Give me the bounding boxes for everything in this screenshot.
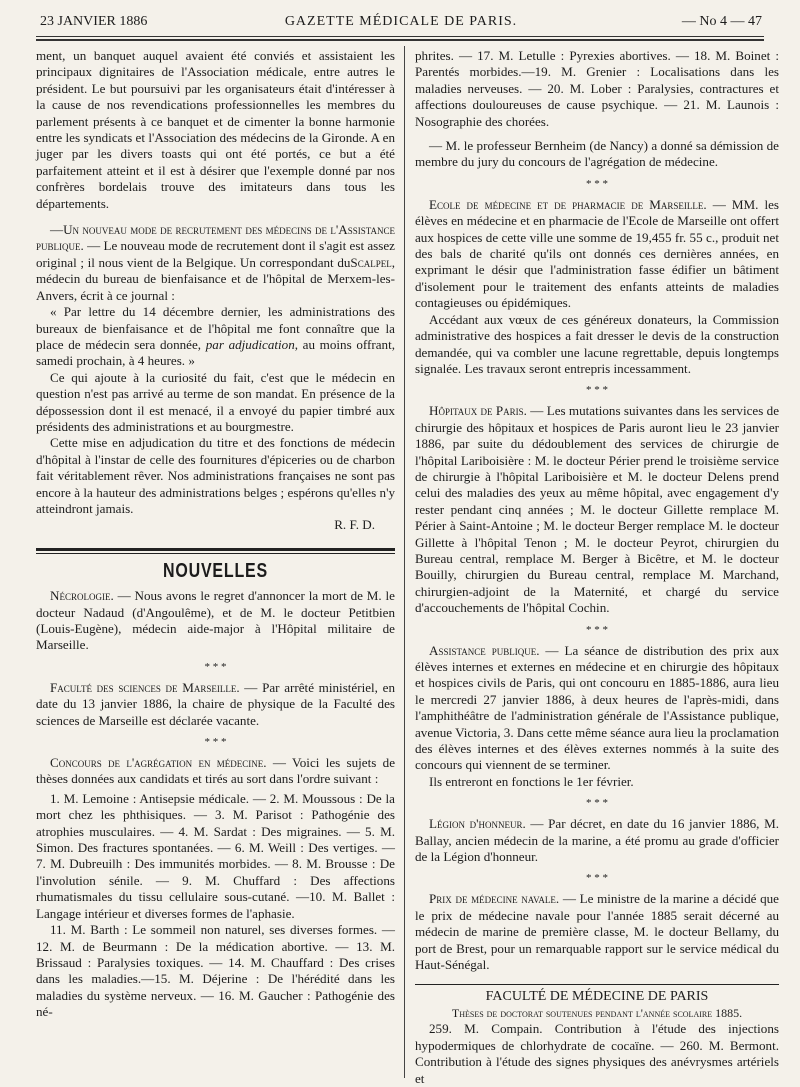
asterism: * * * [586, 177, 608, 190]
header-issue: — No 4 — 47 [681, 14, 762, 29]
concours-list-2: 11. M. Barth : Le sommeil non naturel, ses diverses formes. — 12. M. de Beurmann : De la médication abortive. — 13. M. Brissaud : Paralysies toxiques. — 14. M. Chauffard : Des crises dans les maladies.—15. M. Déjerine : De l'hérédité dans les maladies du système nerveux. — 16. M. Gaucher : Pathogénie des né- [36, 922, 395, 1020]
ecole-marseille-paragraph [415, 197, 779, 312]
banquet-paragraph: ment, un banquet auquel avaient été conviés et assistaient les principaux dignitaires de l'Association médicale, entre autres le président. Le but poursuivi par les organisateurs était d'intéresser à la cause de nos revendications professionnelles les membres du parlement présents à ce banquet et de cimenter la bonne harmonie entre les syndicats et l'Association des médecins de la Gironde. A en juger par les divers toasts qui ont été portés, ce but a été parfaitement atteint et il est à désirer que l'exemple donné par nos confrères bordelais trouve des imitateurs dans tous les départements. [36, 48, 395, 211]
asterism: * * * [586, 872, 608, 885]
concours-title: Concours de l'agrégation en médecine. [50, 755, 267, 771]
left-column [36, 48, 395, 1021]
dash: — [50, 222, 64, 238]
faculte-sciences-title: Faculté des sciences de Marseille. [50, 679, 240, 695]
asterism: * * * [586, 623, 608, 636]
necrologie-paragraph [36, 588, 395, 654]
legion-paragraph [415, 816, 779, 865]
legion-body: — Par décret, en date du 16 janvier 1886, M. Ballay, ancien médecin de la marine, a été promu au grade d'officier de la Légion d'honneur. [415, 816, 779, 865]
ecole-marseille-body: — MM. les élèves en médecine et en pharmacie de l'Ecole de Marseille ont offert aux hospices de cette ville une somme de 19,455 fr. 55 c., produit net des bals de charité qu'ils ont donnés ces dernières années, en exprimant le désir que l'administration fasse édifier un bâtiment d'isolement pour le traitement des enfants atteints de maladies contagieuses ou épidémiques. [415, 196, 779, 311]
prix-body: — Le ministre de la marine a décidé que le prix de médecine navale pour l'année 1885 serait décerné au médecin de marine de première classe, M. le docteur Bellamy, du port de Brest, pour un remarquable rapport sur le service médical du Haut-Sénégal. [415, 891, 779, 973]
concours-list-1: 1. M. Lemoine : Antisepsie médicale. — 2. M. Moussous : De la mort chez les phthisiques. — 3. M. Parisot : Pathogénie des atrophies musculaires. — 4. M. Sardat : Des migraines. — 5. M. Simon. Des fractures spontanées. — 6. M. Weill : Des vertiges. — 7. M. Dubreuilh : Des immunités morbides. — 8. M. Brousse : De l'involution sénile. — 9. M. Chuffard : Des affections rhumatismales du tissu cellulaire sous-cutané. —10. M. Ballet : Langage intérieur et diverses formes de l'aphasie. [36, 790, 395, 921]
section-rule [36, 548, 395, 551]
header-rule-double [36, 39, 764, 41]
header-date: 23 JANVIER 1886 [40, 14, 148, 29]
concours-continuation: phrites. — 17. M. Letulle : Pyrexies abortives. — 18. M. Boinet : Parentés morbides.—19. M. Grenier : Localisations dans les maladies nerveuses. — 20. M. Lober : Paralysies, contractures et affections douloureuses de cause psychique. — 21. M. Launois : Nosographie des chorées. [415, 48, 779, 129]
prix-paragraph [415, 891, 779, 973]
section-rule [415, 984, 779, 985]
necrologie-title: Nécrologie. [50, 588, 114, 604]
legion-title: Légion d'honneur. [429, 816, 526, 832]
mandate-paragraph: Ce qui ajoute à la curiosité du fait, c'est que le médecin en question n'est pas arrivé au terme de son mandat. En présence de la dépossession dont il est menacé, il a envoyé du papier timbré aux présidents des administrations et au bourgmestre. [36, 369, 395, 434]
hopitaux-title: Hôpitaux de Paris. [429, 403, 527, 419]
recrutement-body2: , médecin du bureau de bienfaisance et de l'hôpital de Merxem-les-Anvers, écrit à ce journal : [36, 254, 395, 303]
bernheim-paragraph: — M. le professeur Bernheim (de Nancy) a donné sa démission de membre du jury du concours de l'agrégation de médecine. [415, 138, 779, 170]
asterism: * * * [586, 384, 608, 397]
header-rule [36, 36, 764, 37]
ecole-marseille-title: Ecole de médecine et de pharmacie de Marseille. [429, 196, 707, 212]
recrutement-title: Un nouveau mode de recrutement des médecins de l'Assistance publique. [36, 222, 395, 254]
recrutement-body: — Le nouveau mode de recrutement dont il s'agit est assez original ; il nous vient de la Belgique. Un correspondant du [36, 238, 395, 270]
concours-paragraph [36, 755, 395, 788]
assistance-body: — La séance de distribution des prix aux élèves internes et externes en médecine et en chirurgie des hôpitaux et hospices civils de Paris, qui ont concouru en 1885-1886, aura lieu le mercredi 27 janvier 1886, à deux heures de l'après-midi, dans l'amphithéâtre de l'administration générale de l'Assistance publique, avenue Victoria, 3. Dans cette même séance aura lieu la proclamation des élèves internes et des élèves externes nommés à la suite des concours qui viennent de se terminer. [415, 642, 779, 773]
quote-b: , au moins offrant, samedi prochain, à 4 heures. » [36, 336, 396, 369]
faculte-sciences-paragraph [36, 680, 395, 729]
assistance-paragraph-2: Ils entreront en fonctions le 1er février. [429, 773, 634, 789]
nouvelles-heading: NOUVELLES [163, 559, 268, 582]
faculte-sciences-body: — Par arrêté ministériel, en date du 13 janvier 1886, la chaire de physique de la Faculté des sciences de Marseille est déclarée vacante. [36, 679, 395, 728]
quote-a: « Par lettre du 14 décembre dernier, les administrations des bureaux de bienfaisance et de l'hôpital me font connaître que la place de médecin sera donnée, [36, 304, 395, 352]
theses-paragraph: 259. M. Compain. Contribution à l'étude des injections hypodermiques de chlorhydrate de cocaïne. — 260. M. Bermont. Contribution à l'étude des signes physiques des anévrysmes artériels et [415, 1021, 779, 1086]
hopitaux-body: — Les mutations suivantes dans les services de chirurgie des hôpitaux et hospices de Paris auront lieu le 23 janvier 1886, par suite du dédoublement des services de chirurgie de l'hôpital Lariboisière : M. le docteur Périer prend le troisième service de chirurgie à l'hôpital Lariboisière et M. le docteur Delens prend celui des maladies des yeux au même hôpital, avec engagement d'y rester pendant cinq années ; M. le docteur Gillette remplace M. Périer à Saint-Antoine ; M. le docteur Berger remplace M. le docteur Gillette à l'hôpital Tenon ; M. le docteur Peyrot, chirurgien du Bureau central, remplace M. Berger à Bicêtre, et M. le docteur Bouilly, chirurgien du Bureau central, remplace M. Marchand, chirurgien-adjoint de la Maternité, et chargé du service d'accouchements de l'hôpital Cochin. [415, 403, 780, 616]
assistance-paragraph [415, 643, 779, 774]
asterism: * * * [586, 797, 608, 810]
section-rule-thin [36, 553, 395, 554]
page-header [40, 14, 762, 36]
theses-subheading: Thèses de doctorat soutenues pendant l'année scolaire 1885. [451, 1005, 743, 1020]
necrologie-body: — Nous avons le regret d'annoncer la mort de M. le docteur Nadaud (d'Angoulême), et de M. le docteur Petitbien (Louis-Eugène), médecin aide-major à l'Hôpital militaire de Marseille. [36, 588, 395, 653]
adjudication-paragraph: Cette mise en adjudication du titre et des fonctions de médecin d'hôpital à l'instar de celle des fournitures d'épiceries ou de charbon fait véritablement rêver. Nos administrations françaises ne sont pas encore à la hauteur des administrations belges ; espérons qu'elles n'y atteindront jamais. [36, 435, 395, 516]
assistance-title: Assistance publique. [429, 642, 540, 658]
ecole-marseille-paragraph-2: Accédant aux vœux de ces généreux donateurs, la Commission administrative des hospices a fait dresser le devis de la construction demandée, qui va combler une lacune regrettable, depuis longtemps signalée. Les travaux seront entrepris incessamment. [415, 311, 779, 376]
column-divider [404, 46, 405, 1078]
prix-title: Prix de médecine navale. [429, 891, 560, 907]
faculte-medecine-heading: FACULTÉ DE MÉDECINE DE PARIS [485, 988, 709, 1004]
recrutement-paragraph [36, 222, 395, 304]
right-column [415, 48, 779, 1087]
quote-em: par adjudication [205, 336, 295, 352]
asterism: * * * [204, 736, 227, 749]
header-title: GAZETTE MÉDICALE DE PARIS. [284, 14, 518, 29]
asterism: * * * [204, 660, 227, 673]
quote-paragraph [36, 304, 395, 370]
scalpel-name: Scalpel [350, 254, 392, 270]
signature: R. F. D. [334, 517, 375, 533]
hopitaux-paragraph [415, 403, 779, 616]
concours-body: — Voici les sujets de thèses données aux candidats et tirés au sort dans l'ordre suivant : [36, 755, 396, 787]
